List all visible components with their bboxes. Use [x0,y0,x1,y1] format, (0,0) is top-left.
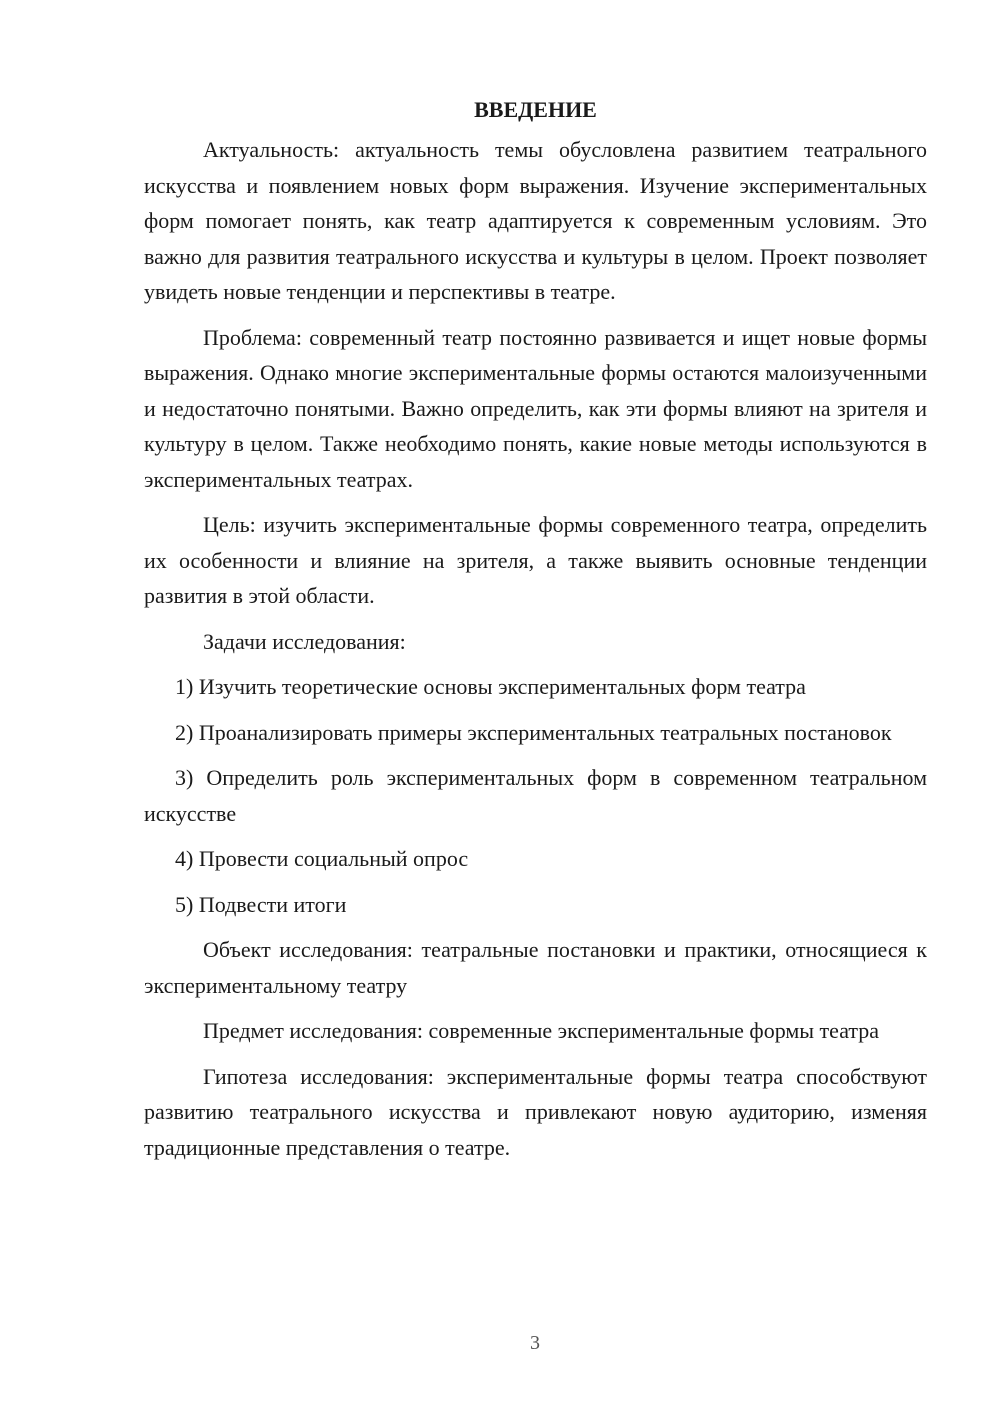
page-number: 3 [530,1332,540,1354]
page-content [144,92,927,1175]
goal-paragraph: Цель: изучить экспериментальные формы современного театра, определить их особенности и влияние на зрителя, а также выявить основные тенденции развития в этой области. [144,512,927,608]
relevance-paragraph: Актуальность: актуальность темы обусловлена развитием театрального искусства и появлением новых форм выражения. Изучение экспериментальных форм помогает понять, как театр адаптируется к современным условиям. Это важно для развития театрального искусства и культуры в целом. Проект позволяет увидеть новые тенденции и перспективы в театре. [144,137,927,304]
problem-paragraph: Проблема: современный театр постоянно развивается и ищет новые формы выражения. Однако многие экспериментальные формы остаются малоизученными и недостаточно понятыми. Важно определить, как эти формы влияют на зрителя и культуру в целом. Также необходимо понять, какие новые методы используются в экспериментальных театрах. [144,324,927,492]
list-item: 4) Провести социальный опрос [175,846,469,871]
list-item: 5) Подвести итоги [175,891,347,917]
list-item: 3) Определить роль экспериментальных форм в современном театральном искусстве [144,765,927,826]
tasks-list [144,669,927,922]
object-paragraph: Объект исследования: театральные постановки и практики, относящиеся к экспериментальному театру [144,937,927,998]
list-item: 2) Проанализировать примеры экспериментальных театральных постановок [175,719,892,745]
subject-paragraph: Предмет исследования: современные экспериментальные формы театра [203,1018,880,1043]
list-item: 1) Изучить теоретические основы экспериментальных форм театра [175,674,806,699]
tasks-title: Задачи исследования: [203,628,406,654]
page-title: ВВЕДЕНИЕ [474,97,597,122]
hypothesis-paragraph: Гипотеза исследования: экспериментальные формы театра способствуют развитию театрального искусства и привлекают новую аудиторию, изменяя традиционные представления о театре. [144,1063,927,1160]
